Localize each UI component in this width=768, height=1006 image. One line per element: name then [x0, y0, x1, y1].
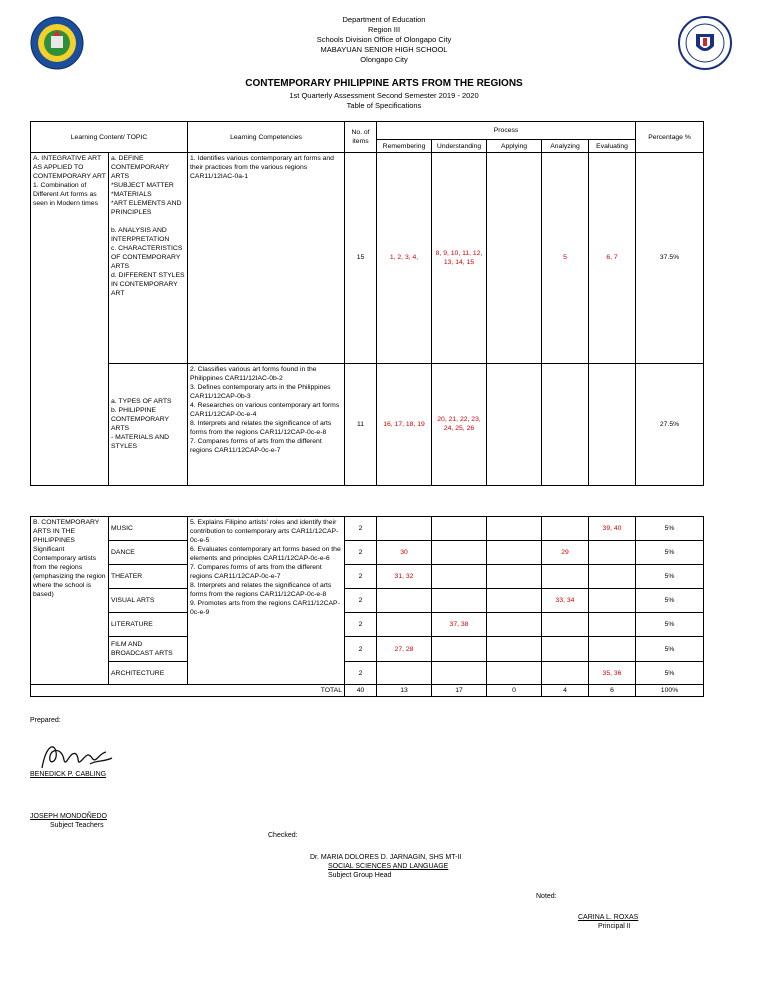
total-label: TOTAL: [31, 685, 345, 697]
evaluating-b: 39, 40: [589, 517, 636, 541]
competencies-b: 5. Explains Filipino artists' roles and identify their contribution to contemporary arts CAR11/12CAP-0c-e-5 6. Evaluates contemporary art forms based on the elements and principles CAR11/12CAP-0c-e-6 7. Compares forms of arts from the different regions CAR11/12CAP-0c-e-7 8. Interprets and relates the significance of arts forms from the regions CAR11/12CAP-0c-e-8 9. Promotes arts from the regions CAR11/12CAP-0c-e-9: [188, 517, 345, 685]
principal-role: Principal II: [598, 923, 631, 930]
header-remembering: Remembering: [377, 140, 432, 153]
analyzing-a1: 5: [542, 153, 589, 364]
percentage-b: 5%: [636, 613, 704, 637]
understanding-b: [432, 589, 487, 613]
remembering-b: [377, 517, 432, 541]
evaluating-b: [589, 613, 636, 637]
specification-table-a: [30, 121, 704, 486]
applying-a2: [487, 363, 542, 485]
percentage-b: 5%: [636, 637, 704, 662]
applying-b: [487, 565, 542, 589]
understanding-a2: 20, 21, 22, 23, 24, 25, 26: [432, 363, 487, 485]
department-name: Department of Education: [342, 15, 426, 24]
city-name: Olongapo City: [360, 55, 408, 64]
topic-b-row: FILM AND BROADCAST ARTS: [109, 637, 188, 662]
principal-name: CARINA L. ROXAS: [578, 914, 639, 921]
region-name: Region III: [367, 25, 401, 34]
percentage-b: 5%: [636, 589, 704, 613]
percentage-a2: 27.5%: [636, 363, 704, 485]
topic-b-row: LITERATURE: [109, 613, 188, 637]
understanding-b: [432, 662, 487, 685]
topic-a: A. INTEGRATIVE ART AS APPLIED TO CONTEMPORARY ART 1. Combination of Different Art forms as seen in Modern times: [31, 153, 109, 486]
analyzing-b: [542, 637, 589, 662]
applying-b: [487, 589, 542, 613]
percentage-b: 5%: [636, 541, 704, 565]
evaluating-b: 35, 36: [589, 662, 636, 685]
total-analyzing: 4: [542, 685, 589, 697]
items-b: 2: [345, 662, 377, 685]
header-analyzing: Analyzing: [542, 140, 589, 153]
remembering-b: [377, 589, 432, 613]
items-b: 2: [345, 589, 377, 613]
evaluating-b: [589, 637, 636, 662]
header-evaluating: Evaluating: [589, 140, 636, 153]
percentage-a1: 37.5%: [636, 153, 704, 364]
specification-table-b: [30, 516, 704, 697]
checker-name: Dr. MARIA DOLORES D. JARNAGIN, SHS MT-II: [310, 854, 462, 861]
understanding-b: [432, 637, 487, 662]
understanding-a1: 8, 9, 10, 11, 12, 13, 14, 15: [432, 153, 487, 364]
remembering-a2: 16, 17, 18, 19: [377, 363, 432, 485]
topic-b-row: DANCE: [109, 541, 188, 565]
competency-a1: 1. Identifies various contemporary art forms and their practices from the various regions CAR11/12IAC-0a-1: [188, 153, 345, 364]
header-understanding: Understanding: [432, 140, 487, 153]
school-name: MABAYUAN SENIOR HIGH SCHOOL: [320, 45, 448, 54]
topic-b-row: THEATER: [109, 565, 188, 589]
header-process: Process: [377, 122, 636, 140]
analyzing-b: 29: [542, 541, 589, 565]
percentage-b: 5%: [636, 517, 704, 541]
items-b: 2: [345, 613, 377, 637]
teachers-role: Subject Teachers: [50, 822, 104, 829]
total-items: 40: [345, 685, 377, 697]
applying-a1: [487, 153, 542, 364]
analyzing-b: [542, 662, 589, 685]
items-b: 2: [345, 637, 377, 662]
subtopic-a2: a. TYPES OF ARTS b. PHILIPPINE CONTEMPORARY ARTS - MATERIALS AND STYLES: [109, 363, 188, 485]
analyzing-b: 33, 34: [542, 589, 589, 613]
header-learning-competencies: Learning Competencies: [188, 122, 345, 153]
noted-label: Noted:: [536, 893, 557, 900]
tos-subtitle: Table of Specifications: [346, 101, 422, 110]
evaluating-b: [589, 541, 636, 565]
applying-b: [487, 541, 542, 565]
items-a2: 11: [345, 363, 377, 485]
remembering-b: [377, 613, 432, 637]
understanding-b: 37, 38: [432, 613, 487, 637]
applying-b: [487, 637, 542, 662]
checker-role: Subject Group Head: [328, 872, 392, 879]
understanding-b: [432, 517, 487, 541]
percentage-b: 5%: [636, 662, 704, 685]
total-percentage: 100%: [636, 685, 704, 697]
total-understanding: 17: [432, 685, 487, 697]
items-b: 2: [345, 517, 377, 541]
analyzing-b: [542, 613, 589, 637]
understanding-b: [432, 541, 487, 565]
items-b: 2: [345, 565, 377, 589]
teacher2-name: JOSEPH MONDOÑEDO: [30, 813, 108, 820]
topic-b: B. CONTEMPORARY ARTS IN THE PHILIPPINES Significant Contemporary artists from the regions (emphasizing the region where the school is based): [31, 517, 109, 685]
header-applying: Applying: [487, 140, 542, 153]
percentage-b: 5%: [636, 565, 704, 589]
header-no-of-items: No. of items: [345, 122, 377, 153]
items-b: 2: [345, 541, 377, 565]
handwritten-signature: [36, 738, 116, 774]
applying-b: [487, 613, 542, 637]
teacher1-name: BENEDICK P. CABLING: [30, 771, 107, 778]
document-title: CONTEMPORARY PHILIPPINE ARTS FROM THE REGIONS: [245, 78, 523, 89]
division-name: Schools Division Office of Olongapo City: [316, 35, 452, 44]
topic-b-row: MUSIC: [109, 517, 188, 541]
topic-b-row: VISUAL ARTS: [109, 589, 188, 613]
analyzing-a2: [542, 363, 589, 485]
evaluating-a1: 6, 7: [589, 153, 636, 364]
remembering-b: [377, 662, 432, 685]
header-percentage: Percentage %: [636, 122, 704, 153]
analyzing-b: [542, 517, 589, 541]
applying-b: [487, 517, 542, 541]
topic-b-row: ARCHITECTURE: [109, 662, 188, 685]
total-evaluating: 6: [589, 685, 636, 697]
analyzing-b: [542, 565, 589, 589]
checker-department: SOCIAL SCIENCES AND LANGUAGE: [328, 863, 449, 870]
subtopic-a1: a. DEFINE CONTEMPORARY ARTS *SUBJECT MATTER *MATERIALS *ART ELEMENTS AND PRINCIPLES b. ANALYSIS AND INTERPRETATION c. CHARACTERISTICS OF CONTEMPORARY ARTS d. DIFFERENT STYLES IN CONTEMPORARY ART: [109, 153, 188, 364]
remembering-a1: 1, 2, 3, 4,: [377, 153, 432, 364]
understanding-b: [432, 565, 487, 589]
remembering-b: 27, 28: [377, 637, 432, 662]
prepared-label: Prepared:: [30, 717, 61, 724]
evaluating-a2: [589, 363, 636, 485]
total-applying: 0: [487, 685, 542, 697]
remembering-b: 30: [377, 541, 432, 565]
header-learning-content: Learning Content/ TOPIC: [31, 122, 188, 153]
evaluating-b: [589, 565, 636, 589]
total-remembering: 13: [377, 685, 432, 697]
assessment-subtitle: 1st Quarterly Assessment Second Semester 2019 - 2020: [289, 91, 479, 100]
items-a1: 15: [345, 153, 377, 364]
checked-label: Checked:: [268, 832, 298, 839]
evaluating-b: [589, 589, 636, 613]
competency-a2: 2. Classifies various art forms found in the Philippines CAR11/12IAC-0b-2 3. Defines contemporary arts in the Philippines CAR11/12CAP-0b-3 4. Researches on various contemporary art forms CAR11/12CAP-0c-e-4 8. Interprets and relates the significance of arts forms from the regions CAR11/12CAP-0c-e-8 7. Compares forms of arts from the different regions CAR11/12CAP-0c-e-7: [188, 363, 345, 485]
applying-b: [487, 662, 542, 685]
remembering-b: 31, 32: [377, 565, 432, 589]
